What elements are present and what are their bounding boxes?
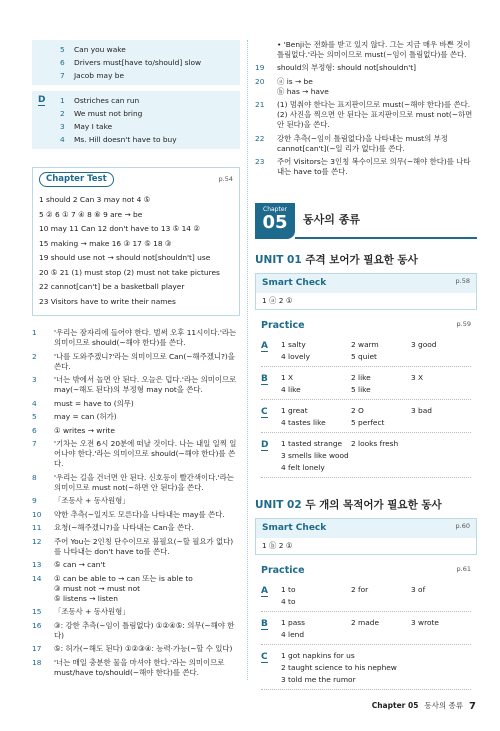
practice-answer: 2 for [351, 585, 369, 595]
unit-heading: UNIT 01 주격 보어가 필요한 동사 [255, 254, 418, 267]
practice-answer: 4 tastes like [281, 418, 326, 428]
explanation-item: 15 「조동사 + 동사원형」 [32, 607, 130, 617]
practice-answer: 1 great [281, 406, 308, 416]
practice-answer: 2 O [351, 406, 364, 416]
answer-block-d: D 1 Ostriches can run 2 We must not bring 3 May I take 4 Ms. Hill doesn't have to buy [32, 91, 240, 149]
practice-answer: 3 good [411, 340, 437, 350]
explanation-item: 16 ③: 강한 추측(~임이 틀림없다) ①②④⑤: 의무(~해야 한다) [32, 620, 235, 640]
practice-answer: 2 looks fresh [351, 439, 399, 449]
chapter-test-row: 10 may 11 Can 12 don't have to 13 ⑤ 14 ② [39, 224, 200, 234]
explanation-item: 19 should의 부정형: should not[shouldn't] [255, 63, 417, 73]
answer-line: 1 Ostriches can run [60, 96, 140, 105]
smart-check-answers: 1 ⓑ 2 ① [262, 540, 293, 550]
chapter-test-row: 23 Visitors have to write their names [39, 296, 176, 306]
right-explanations [255, 63, 477, 177]
practice-answer: 3 X [411, 373, 424, 383]
practice-answer: 1 salty [281, 340, 306, 350]
practice-section: Practice p.61 A 1 to 2 for 3 of 4 to B 1 pass 2 made 3 wrote 4 lend C 1 got napkins for us 2 taught science to his nephew 3 told me the rumor [255, 557, 477, 691]
page-number: 7 [469, 700, 476, 712]
explanation-item: 7 '기차는 오전 6시 20분에 떠날 것이다. 나는 내일 일찍 일어나야 한다.'라는 의미이므로 should(~해야 한다)를 쓴다. [32, 439, 237, 469]
explanation-item: 11 요청(~해주겠니?)을 나타내는 Can을 쓴다. [32, 523, 194, 533]
practice-answer: 3 bad [411, 406, 432, 416]
explanation-item: 8 '우리는 길을 건너면 안 된다. 신호등이 빨간색이다.'라는 의미이므로 must not(~하면 안 된다)을 쓴다. [32, 472, 234, 492]
practice-answer: 4 like [281, 385, 301, 395]
answer-line: 3 May I take [60, 122, 113, 131]
chapter-test-row: 1 should 2 Can 3 may not 4 ⑤ [39, 195, 151, 205]
explanation-item: 5 may = can (허가) [32, 412, 117, 422]
practice-answer: 5 quiet [351, 352, 377, 362]
column-divider [247, 40, 249, 680]
chapter-test-row: 15 making → make 16 ③ 17 ⑤ 18 ③ [39, 238, 172, 248]
smart-check-answers: 1 ⓐ 2 ① [262, 295, 293, 305]
right-column [255, 40, 477, 690]
explanation-item: 9 「조동사 + 동사원형」 [32, 496, 130, 506]
chapter-badge: Chapter 05 [255, 203, 295, 239]
practice-answer: 2 warm [351, 340, 379, 350]
explanation-item: 23 주어 Visitors는 3인칭 복수이므로 의무(~해야 한다)를 나타내는 have to를 쓴다. [255, 157, 471, 177]
explanation-item: 1 '우리는 잠자리에 들어야 한다. 벌써 오후 11시이다.'라는 의미이므로 should(~해야 한다)를 쓴다. [32, 328, 237, 348]
explanation-item: 3 '너는 밖에서 놀면 안 된다. 오늘은 덥다.'라는 의미이므로 may(~해도 된다)의 부정형 may not을 쓴다. [32, 375, 237, 395]
practice-row: D 1 tasted strange 2 looks fresh 3 smells like wood 4 felt lonely [261, 439, 471, 478]
explanation-item: 20 ⓐ is → be ⓑ has → have [255, 76, 329, 96]
practice-answer: 3 smells like wood [281, 451, 349, 461]
practice-answer: 1 got napkins for us [281, 651, 355, 661]
practice-answer: 2 taught science to his nephew [281, 663, 397, 673]
explanation-item: 18 '너는 매일 충분한 물을 마셔야 한다.'라는 의미이므로 must/have to/should(~해야 한다)를 쓴다. [32, 657, 225, 677]
practice-answer: 4 to [281, 597, 296, 607]
practice-answer: 4 lovely [281, 352, 310, 362]
practice-answer: 3 wrote [411, 618, 439, 628]
chapter-test-box [32, 167, 240, 316]
answer-line: 6 Drivers must[have to/should] slow [60, 58, 202, 67]
practice-answer: 5 like [351, 385, 371, 395]
left-column [32, 40, 240, 681]
practice-answer: 2 made [351, 618, 380, 628]
explanation-item: 14 ① can be able to → can 또는 is able to ③ must not → must not ⑤ listens → listen [32, 573, 193, 603]
explanation-item: 2 '나를 도와주겠니?'라는 의미이므로 Can(~해주겠니?)을 쓴다. [32, 351, 235, 371]
practice-answer: 4 lend [281, 630, 305, 640]
chapter-title: 동사의 종류 [295, 203, 477, 239]
explanation-item: 12 주어 You는 2인칭 단수이므로 불필요(~할 필요가 없다)를 나타내는 don't have to를 쓴다. [32, 536, 234, 556]
chapter-test-row: 5 ② 6 ① 7 ④ 8 ⑥ 9 are → be [39, 209, 143, 219]
practice-answer: 4 felt lonely [281, 463, 325, 473]
explanation-item: 21 (1) 멈춰야 한다는 표지판이므로 must(~해야 한다)를 쓴다. (2) 사진을 찍으면 안 된다는 표지판이므로 must not(~하면 안 된다)을 쓴다. [255, 100, 473, 130]
chapter-test-row: 20 ⑤ 21 (1) must stop (2) must not take pictures [39, 267, 220, 277]
answer-block-c [32, 40, 240, 85]
page-footer: Chapter 05 동사의 종류 7 [371, 700, 476, 712]
practice-row: B 1 pass 2 made 3 wrote 4 lend [261, 618, 471, 645]
practice-answer: 5 perfect [351, 418, 385, 428]
explanation-item: 22 강한 추측(~임이 틀림없다)을 나타내는 must의 부정 cannot[can't](~일 리가 없다)를 쓴다. [255, 133, 448, 153]
answer-line: 4 Ms. Hill doesn't have to buy [60, 135, 177, 144]
explanation-item: 4 must = have to (의무) [32, 398, 134, 408]
unit-heading: UNIT 02 두 개의 목적어가 필요한 동사 [255, 499, 442, 512]
practice-row: C 1 got napkins for us 2 taught science to his nephew 3 told me the rumor [261, 651, 471, 690]
answer-line: 7 Jacob may be [60, 71, 125, 80]
explanation-list [32, 328, 240, 677]
explanation-item: 6 ① writes → write [32, 425, 115, 435]
smart-check-box: Smart Check p.60 1 ⓑ 2 ① [255, 518, 477, 554]
answer-line: 5 Can you wake [60, 45, 126, 54]
practice-row: C 1 great 2 O 3 bad 4 tastes like 5 perfect [261, 406, 471, 433]
chapter-header [255, 203, 477, 239]
practice-answer: 3 told me the rumor [281, 675, 356, 685]
smart-check-box: Smart Check p.58 1 ⓐ 2 ① [255, 273, 477, 309]
top-note: • 'Benji는 전화를 받고 있지 않다. 그는 지금 매우 바쁜 것이 틀림없다.'라는 의미이므로 must(~임이 틀림없다)를 쓴다. [277, 40, 471, 59]
practice-answer: 3 of [411, 585, 426, 595]
practice-answer: 1 tasted strange [281, 439, 343, 449]
practice-answer: 1 pass [281, 618, 305, 628]
practice-row: A 1 salty 2 warm 3 good 4 lovely 5 quiet [261, 340, 471, 367]
practice-answer: 1 X [281, 373, 294, 383]
explanation-item: 13 ⑤ can → can't [32, 560, 106, 570]
chapter-test-row: 19 should use not → should not[shouldn't] use [39, 253, 211, 263]
practice-answer: 2 like [351, 373, 371, 383]
practice-row: B 1 X 2 like 3 X 4 like 5 like [261, 373, 471, 400]
chapter-test-title: Chapter Test [39, 172, 114, 187]
practice-section: Practice p.59 A 1 salty 2 warm 3 good 4 lovely 5 quiet B 1 X 2 like 3 X 4 like 5 like C 1 great 2 O 3 bad 4 tastes like 5 perfect D 1 tasted strange 2 looks fresh 3 smells like wood 4 felt lonely [255, 312, 477, 479]
page-ref: p.54 [218, 175, 233, 184]
explanation-item: 10 약한 추측(~일지도 모른다)을 나타내는 may를 쓴다. [32, 509, 225, 519]
explanation-item: 17 ⑤: 허가(~해도 된다) ①②③④: 능력·가능(~할 수 있다) [32, 644, 233, 654]
answer-line: 2 We must not bring [60, 109, 143, 118]
chapter-test-row: 22 cannot[can't] be a basketball player [39, 282, 185, 292]
practice-row: A 1 to 2 for 3 of 4 to [261, 585, 471, 612]
practice-answer: 1 to [281, 585, 296, 595]
